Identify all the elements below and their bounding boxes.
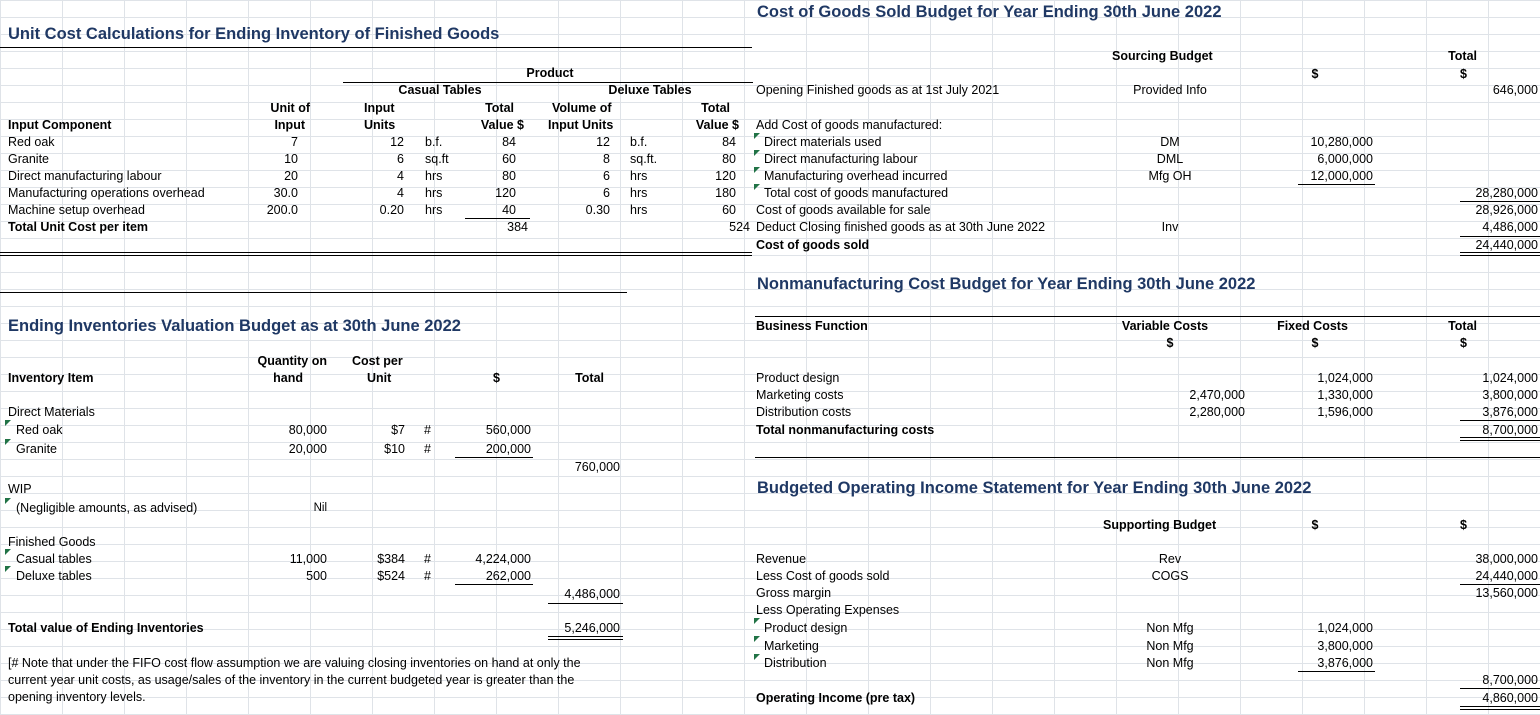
divider bbox=[755, 457, 1540, 458]
opening-fg-source: Provided Info bbox=[1133, 83, 1207, 97]
row-deluxe-value: 60 bbox=[722, 203, 736, 217]
nonmfg-total-label: Total nonmanufacturing costs bbox=[756, 423, 935, 437]
opening-fg-label: Opening Finished goods as at 1st July 2021 bbox=[756, 83, 1000, 97]
wip-label: WIP bbox=[8, 482, 32, 496]
divider bbox=[548, 603, 623, 604]
cogs-item-amount: 10,280,000 bbox=[1310, 135, 1373, 149]
nonmfg-row-total: 3,876,000 bbox=[1482, 405, 1538, 419]
nonmfg-row-name: Product design bbox=[756, 371, 840, 385]
divider bbox=[1460, 236, 1540, 237]
cogs-label: Cost of goods sold bbox=[756, 238, 870, 252]
less-cogs-label: Less Cost of goods sold bbox=[756, 569, 890, 583]
fg-total: 4,486,000 bbox=[564, 587, 620, 601]
dm-row-name: Granite bbox=[16, 442, 57, 456]
col-input-component: Input Component bbox=[8, 118, 112, 132]
finished-goods-label: Finished Goods bbox=[8, 535, 96, 549]
cogs-item-name: Direct materials used bbox=[764, 135, 882, 149]
opex-row-amount: 3,800,000 bbox=[1317, 639, 1373, 653]
divider bbox=[1460, 688, 1540, 689]
revenue-value: 38,000,000 bbox=[1475, 552, 1538, 566]
col-value: Value $ bbox=[480, 118, 524, 132]
closing-fg-label: Deduct Closing finished goods as at 30th June 2022 bbox=[756, 220, 1046, 234]
divider bbox=[1460, 706, 1540, 710]
divider bbox=[1460, 201, 1540, 202]
total-cogm-value: 28,280,000 bbox=[1475, 186, 1538, 200]
divider bbox=[1460, 584, 1540, 585]
divider bbox=[548, 636, 623, 640]
total-cogm-label: Total cost of goods manufactured bbox=[764, 186, 949, 200]
col-input-2: Input bbox=[364, 101, 395, 115]
less-cogs-value: 24,440,000 bbox=[1475, 569, 1538, 583]
row-casual-units: 0.20 bbox=[379, 203, 404, 217]
divider bbox=[755, 316, 1540, 317]
revenue-label: Revenue bbox=[756, 552, 807, 566]
cell-marker-icon bbox=[754, 150, 760, 156]
col-total: Total bbox=[575, 371, 604, 385]
row-casual-unit: hrs bbox=[425, 203, 443, 217]
cell-marker-icon bbox=[5, 566, 11, 572]
nonmfg-row-fixed: 1,024,000 bbox=[1317, 371, 1373, 385]
nonmfg-title: Nonmanufacturing Cost Budget for Year Ending 30th June 2022 bbox=[757, 275, 1256, 293]
fifo-note: [# Note that under the FIFO cost flow assumption we are valuing closing inventories on hand at only the current year unit costs, as usage/sales of the inventory in the current budgeted year is greater than the opening inventory levels. bbox=[8, 656, 581, 704]
cogs-item-source: Mfg OH bbox=[1148, 169, 1192, 183]
col-hand: hand bbox=[273, 371, 303, 385]
fg-row-mark: # bbox=[424, 569, 431, 583]
divider bbox=[0, 292, 627, 293]
direct-materials-label: Direct Materials bbox=[8, 405, 95, 419]
row-deluxe-unit: hrs bbox=[630, 186, 648, 200]
ending-inventories-title: Ending Inventories Valuation Budget as at 30th June 2022 bbox=[8, 317, 461, 335]
row-casual-units: 4 bbox=[397, 186, 404, 200]
nonmfg-total-value: 8,700,000 bbox=[1482, 423, 1538, 437]
dm-total: 760,000 bbox=[574, 460, 620, 474]
dm-row-cost: $10 bbox=[384, 442, 405, 456]
opex-row-name: Distribution bbox=[764, 656, 827, 670]
opex-total: 8,700,000 bbox=[1482, 673, 1538, 687]
divider bbox=[1460, 420, 1540, 421]
cell-marker-icon bbox=[754, 133, 760, 139]
nonmfg-row-name: Distribution costs bbox=[756, 405, 852, 419]
col-unit-of: Unit of bbox=[270, 101, 310, 115]
col-total: Total bbox=[485, 101, 514, 115]
cogs-item-name: Direct manufacturing labour bbox=[764, 152, 918, 166]
row-unit: 10 bbox=[284, 152, 298, 166]
cell-marker-icon bbox=[5, 549, 11, 555]
cogs-item-source: DML bbox=[1156, 152, 1184, 166]
row-deluxe-value: 80 bbox=[722, 152, 736, 166]
opex-row-name: Product design bbox=[764, 621, 848, 635]
gross-margin-value: 13,560,000 bbox=[1475, 586, 1538, 600]
row-deluxe-unit: sq.ft. bbox=[630, 152, 658, 166]
divider bbox=[1460, 437, 1540, 441]
dm-row-amount: 560,000 bbox=[485, 423, 531, 437]
available-value: 28,926,000 bbox=[1475, 203, 1538, 217]
col-fixed-costs: Fixed Costs bbox=[1277, 319, 1348, 333]
row-deluxe-unit: hrs bbox=[630, 203, 648, 217]
nonmfg-row-name: Marketing costs bbox=[756, 388, 844, 402]
col-dollar: $ bbox=[1311, 518, 1319, 532]
row-deluxe-unit: hrs bbox=[630, 169, 648, 183]
row-deluxe-units: 6 bbox=[603, 169, 610, 183]
col-volume-of: Volume of bbox=[552, 101, 612, 115]
col-dollar: $ bbox=[1460, 518, 1467, 532]
fg-row-cost: $384 bbox=[377, 552, 405, 566]
row-name: Direct manufacturing labour bbox=[8, 169, 162, 183]
cell-marker-icon bbox=[754, 167, 760, 173]
cell-marker-icon bbox=[5, 439, 11, 445]
product-header: Product bbox=[526, 66, 574, 80]
col-unit: Unit bbox=[367, 371, 392, 385]
fg-row-amount: 262,000 bbox=[485, 569, 531, 583]
dm-row-mark: # bbox=[424, 423, 431, 437]
col-dollar: $ bbox=[1460, 336, 1467, 350]
less-cogs-source: COGS bbox=[1151, 569, 1189, 583]
divider bbox=[465, 218, 530, 219]
cell-marker-icon bbox=[754, 184, 760, 190]
row-unit: 200.0 bbox=[266, 203, 298, 217]
col-total: Total bbox=[1448, 49, 1477, 63]
nonmfg-row-fixed: 1,330,000 bbox=[1317, 388, 1373, 402]
row-name: Red oak bbox=[8, 135, 55, 149]
fg-row-name: Casual tables bbox=[16, 552, 92, 566]
divider bbox=[0, 47, 752, 48]
fg-row-qty: 11,000 bbox=[289, 552, 327, 566]
row-deluxe-units: 8 bbox=[603, 152, 610, 166]
casual-tables-header: Casual Tables bbox=[398, 83, 482, 97]
col-variable-costs: Variable Costs bbox=[1121, 319, 1209, 333]
row-casual-value: 40 bbox=[502, 203, 516, 217]
dm-row-amount: 200,000 bbox=[485, 442, 531, 456]
cogs-item-source: DM bbox=[1160, 135, 1180, 149]
row-name: Machine setup overhead bbox=[8, 203, 145, 217]
cell-marker-icon bbox=[5, 420, 11, 426]
divider bbox=[455, 584, 533, 585]
row-deluxe-value: 84 bbox=[722, 135, 736, 149]
row-casual-units: 6 bbox=[397, 152, 404, 166]
less-opex-label: Less Operating Expenses bbox=[756, 603, 900, 617]
row-unit: 7 bbox=[291, 135, 298, 149]
dm-row-qty: 20,000 bbox=[288, 442, 327, 456]
wip-value: Nil bbox=[313, 502, 327, 514]
fg-row-amount: 4,224,000 bbox=[475, 552, 531, 566]
cogs-value: 24,440,000 bbox=[1475, 238, 1538, 252]
row-deluxe-value: 120 bbox=[715, 169, 736, 183]
operating-income-label: Operating Income (pre tax) bbox=[756, 691, 916, 705]
opex-row-source: Non Mfg bbox=[1146, 656, 1194, 670]
cell-marker-icon bbox=[5, 498, 11, 504]
total-inventories-value: 5,246,000 bbox=[564, 621, 620, 635]
dm-row-mark: # bbox=[424, 442, 431, 456]
closing-fg-source: Inv bbox=[1161, 220, 1179, 234]
col-value-2: Value $ bbox=[695, 118, 739, 132]
opex-row-name: Marketing bbox=[764, 639, 819, 653]
opex-row-amount: 3,876,000 bbox=[1317, 656, 1373, 670]
opening-fg-total: 646,000 bbox=[1492, 83, 1538, 97]
row-casual-units: 12 bbox=[390, 135, 404, 149]
row-unit: 20 bbox=[284, 169, 298, 183]
row-casual-units: 4 bbox=[397, 169, 404, 183]
deluxe-tables-header: Deluxe Tables bbox=[608, 83, 692, 97]
row-casual-value: 80 bbox=[502, 169, 516, 183]
row-deluxe-units: 0.30 bbox=[585, 203, 610, 217]
col-total: Total bbox=[1448, 319, 1477, 333]
divider bbox=[455, 457, 533, 458]
unit-cost-title: Unit Cost Calculations for Ending Inventory of Finished Goods bbox=[8, 25, 500, 43]
dm-row-qty: 80,000 bbox=[288, 423, 327, 437]
wip-note: (Negligible amounts, as advised) bbox=[16, 501, 198, 515]
row-name: Granite bbox=[8, 152, 49, 166]
divider bbox=[1298, 184, 1375, 185]
row-casual-value: 84 bbox=[502, 135, 516, 149]
gross-margin-label: Gross margin bbox=[756, 586, 832, 600]
col-dollar: $ bbox=[1311, 336, 1319, 350]
divider bbox=[1298, 671, 1375, 672]
col-units: Units bbox=[364, 118, 396, 132]
revenue-source: Rev bbox=[1158, 552, 1182, 566]
col-quantity-on: Quantity on bbox=[257, 354, 327, 368]
col-business-function: Business Function bbox=[756, 319, 868, 333]
operating-income-value: 4,860,000 bbox=[1482, 691, 1538, 705]
col-cost-per: Cost per bbox=[352, 354, 403, 368]
row-casual-unit: sq.ft bbox=[425, 152, 449, 166]
opex-row-source: Non Mfg bbox=[1146, 639, 1194, 653]
cogs-item-name: Manufacturing overhead incurred bbox=[764, 169, 948, 183]
col-total-2: Total bbox=[701, 101, 730, 115]
col-total-dollar: $ bbox=[1460, 67, 1467, 81]
dm-row-cost: $7 bbox=[391, 423, 405, 437]
cogs-title: Cost of Goods Sold Budget for Year Ending 30th June 2022 bbox=[757, 3, 1222, 21]
available-label: Cost of goods available for sale bbox=[756, 203, 931, 217]
add-cogm-label: Add Cost of goods manufactured: bbox=[756, 118, 943, 132]
col-supporting-budget: Supporting Budget bbox=[1103, 518, 1217, 532]
row-deluxe-units: 12 bbox=[596, 135, 610, 149]
col-input-units: Input Units bbox=[548, 118, 614, 132]
divider bbox=[1460, 252, 1540, 256]
nonmfg-row-total: 1,024,000 bbox=[1482, 371, 1538, 385]
fg-row-cost: $524 bbox=[377, 569, 405, 583]
cell-marker-icon bbox=[754, 618, 760, 624]
col-dollar: $ bbox=[1311, 67, 1319, 81]
opex-row-source: Non Mfg bbox=[1146, 621, 1194, 635]
cogs-item-amount: 12,000,000 bbox=[1310, 169, 1373, 183]
row-casual-unit: hrs bbox=[425, 186, 443, 200]
row-casual-value: 120 bbox=[495, 186, 516, 200]
col-sourcing-budget: Sourcing Budget bbox=[1112, 49, 1213, 63]
nonmfg-row-fixed: 1,596,000 bbox=[1317, 405, 1373, 419]
row-deluxe-units: 6 bbox=[603, 186, 610, 200]
fg-row-name: Deluxe tables bbox=[16, 569, 92, 583]
fg-row-qty: 500 bbox=[306, 569, 327, 583]
row-casual-unit: hrs bbox=[425, 169, 443, 183]
nonmfg-row-total: 3,800,000 bbox=[1482, 388, 1538, 402]
nonmfg-row-variable: 2,470,000 bbox=[1189, 388, 1245, 402]
col-dollar: $ bbox=[1166, 336, 1174, 350]
row-casual-unit: b.f. bbox=[425, 135, 443, 149]
row-unit: 30.0 bbox=[273, 186, 298, 200]
cogs-item-amount: 6,000,000 bbox=[1317, 152, 1373, 166]
nonmfg-row-variable: 2,280,000 bbox=[1189, 405, 1245, 419]
dm-row-name: Red oak bbox=[16, 423, 63, 437]
divider bbox=[0, 252, 752, 256]
cell-marker-icon bbox=[754, 654, 760, 660]
col-dollar: $ bbox=[493, 371, 500, 385]
row-casual-value: 60 bbox=[502, 152, 516, 166]
total-deluxe-value: 524 bbox=[729, 220, 750, 234]
closing-fg-value: 4,486,000 bbox=[1482, 220, 1538, 234]
income-title: Budgeted Operating Income Statement for Year Ending 30th June 2022 bbox=[757, 479, 1312, 497]
col-input: Input bbox=[274, 118, 305, 132]
opex-row-amount: 1,024,000 bbox=[1317, 621, 1373, 635]
total-inventories-label: Total value of Ending Inventories bbox=[8, 621, 204, 635]
row-deluxe-value: 180 bbox=[715, 186, 736, 200]
total-unit-cost-label: Total Unit Cost per item bbox=[8, 220, 149, 234]
col-inventory-item: Inventory Item bbox=[8, 371, 94, 385]
row-deluxe-unit: b.f. bbox=[630, 135, 648, 149]
cell-marker-icon bbox=[754, 636, 760, 642]
total-casual-value: 384 bbox=[507, 220, 528, 234]
row-name: Manufacturing operations overhead bbox=[8, 186, 205, 200]
fg-row-mark: # bbox=[424, 552, 431, 566]
